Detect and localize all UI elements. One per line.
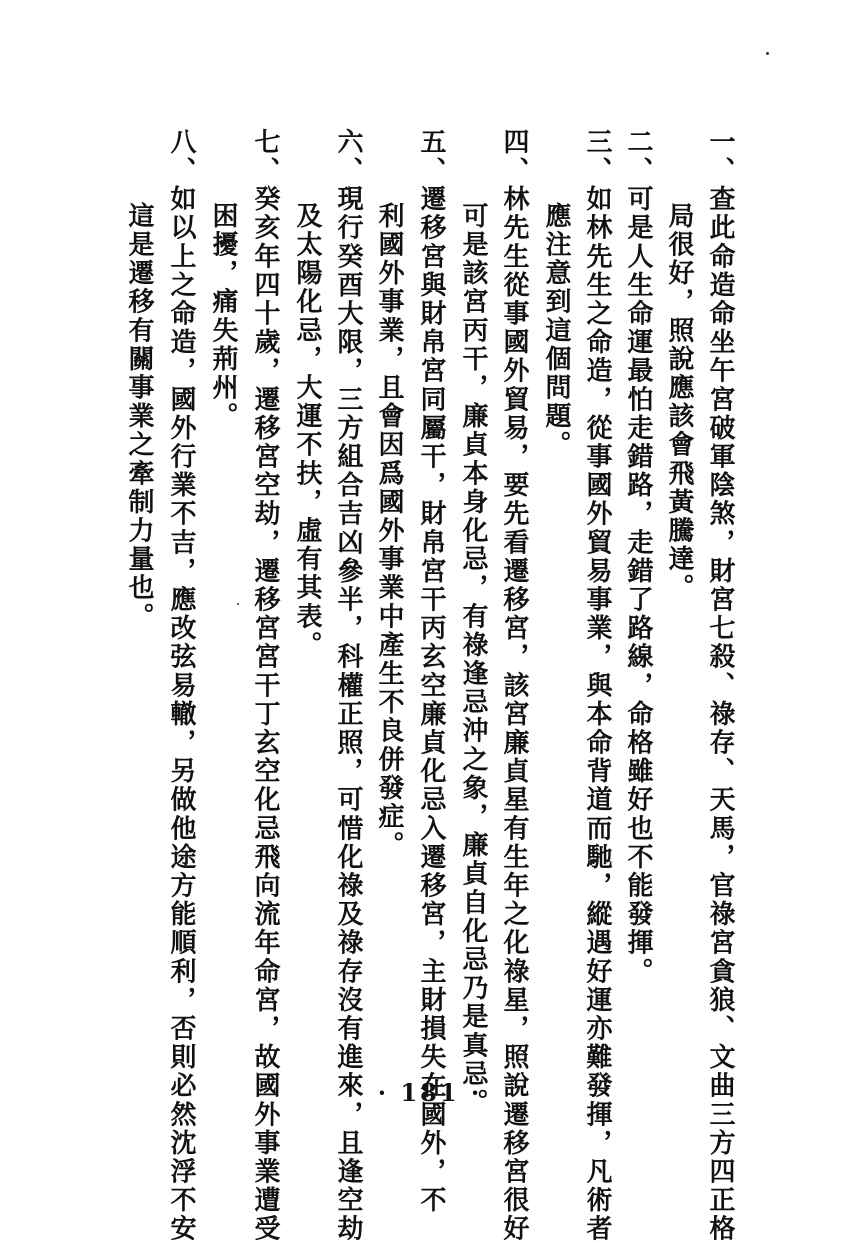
text-column-15: 這是遷移有關事業之牽制力量也。 — [124, 202, 154, 631]
text-column-2: 局很好，照說應該會飛黃騰達。 — [664, 202, 694, 603]
scan-speck — [766, 52, 769, 55]
text-column-10: 六、現行癸酉大限，三方組合吉凶參半，科權正照，可惜化祿及祿存沒有進來，且逢空劫 — [333, 128, 363, 1243]
text-column-14: 八、如以上之命造，國外行業不吉，應改弦易轍，另做他途方能順利，否則必然沈浮不安 — [166, 128, 196, 1243]
text-column-7: 可是該宮丙干，廉貞本身化忌，有祿逢忌沖之象，廉貞自化忌乃是真忌。 — [458, 202, 488, 1118]
scan-speck — [237, 603, 239, 605]
text-column-9: 利國外事業，且會因爲國外事業中產生不良併發症。 — [374, 202, 404, 860]
text-column-11: 及太陽化忌，大運不扶，虛有其表。 — [292, 202, 322, 660]
page-number: · 181 · — [377, 1078, 483, 1107]
text-column-3: 二、可是人生命運最怕走錯路，走錯了路線，命格雖好也不能發揮。 — [623, 128, 653, 986]
text-column-6: 四、林先生從事國外貿易，要先看遷移宮，該宮廉貞星有生年之化祿星，照說遷移宮很好 — [499, 128, 529, 1243]
text-column-8: 五、遷移宮與財帛宮同屬干，財帛宮干丙玄空廉貞化忌入遷移宮，主財損失在國外，不 — [416, 128, 446, 1215]
text-column-12: 七、癸亥年四十歲，遷移宮空劫，遷移宮宮干丁玄空化忌飛向流年命宮，故國外事業遭受 — [250, 128, 280, 1243]
text-column-5: 應注意到這個問題。 — [541, 202, 571, 460]
text-column-13: 困擾，痛失荊州。 — [208, 202, 238, 431]
text-column-4: 三、如林先生之命造，從事國外貿易事業，與本命背道而馳，縱遇好運亦難發揮，凡術者 — [582, 128, 612, 1243]
text-column-1: 一、查此命造命坐午宮破軍陰煞，財宮七殺、祿存、天馬，官祿宮貪狼、文曲三方四正格 — [705, 128, 735, 1243]
